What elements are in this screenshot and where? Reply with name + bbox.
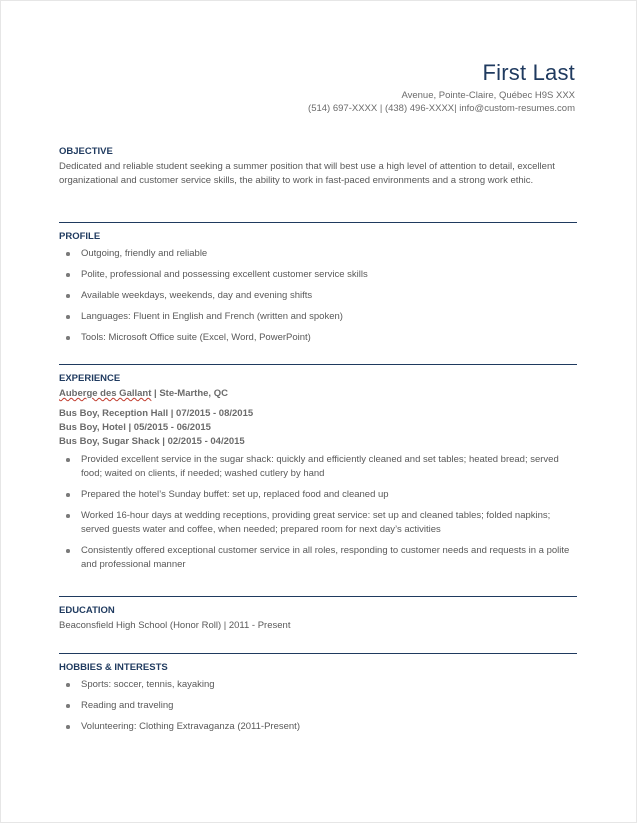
role-list [59, 407, 577, 449]
list-item: Provided excellent service in the sugar shack: quickly and efficiently cleaned and set tables; heated bread; served food; waited on clients, if needed; washed cutlery by hand [59, 453, 577, 481]
list-item: Polite, professional and possessing excellent customer service skills [59, 268, 577, 282]
objective-title: OBJECTIVE [59, 146, 113, 157]
education-title: EDUCATION [59, 605, 115, 616]
experience-section [59, 373, 577, 579]
list-item: Sports: soccer, tennis, kayaking [59, 678, 577, 692]
list-item: Consistently offered exceptional customer service in all roles, responding to customer needs and requests in a polite and professional manner [59, 544, 577, 572]
employer-line [59, 387, 577, 401]
section-divider [59, 364, 577, 365]
education-text: Beaconsfield High School (Honor Roll) | 2011 - Present [59, 620, 291, 631]
candidate-name: First Last [482, 60, 575, 85]
experience-title: EXPERIENCE [59, 373, 121, 384]
list-item: Reading and traveling [59, 699, 577, 713]
list-item: Outgoing, friendly and reliable [59, 247, 577, 261]
profile-list [59, 247, 577, 345]
section-divider [59, 222, 577, 223]
education-section [59, 605, 577, 633]
role-line: Bus Boy, Sugar Shack | 02/2015 - 04/2015 [59, 436, 245, 447]
contact-line: (514) 697-XXXX | (438) 496-XXXX| info@custom-resumes.com [308, 103, 575, 114]
list-item: Volunteering: Clothing Extravaganza (2011-Present) [59, 720, 577, 734]
role-line: Bus Boy, Reception Hall | 07/2015 - 08/2015 [59, 408, 254, 419]
objective-text: Dedicated and reliable student seeking a summer position that will best use a high level of attention to detail, excellent organizational and customer service skills, the ability to work in fast-paced environments and a strong work ethic. [59, 161, 555, 186]
employer-name: Auberge des Gallant [59, 388, 152, 399]
list-item: Tools: Microsoft Office suite (Excel, Word, PowerPoint) [59, 331, 577, 345]
role-line: Bus Boy, Hotel | 05/2015 - 06/2015 [59, 422, 211, 433]
list-item: Languages: Fluent in English and French (written and spoken) [59, 310, 577, 324]
experience-list [59, 453, 577, 572]
hobbies-title: HOBBIES & INTERESTS [59, 662, 168, 673]
employer-location: | Ste-Marthe, QC [151, 388, 228, 399]
objective-section [59, 146, 577, 188]
resume-header [308, 59, 575, 115]
list-item: Available weekdays, weekends, day and evening shifts [59, 289, 577, 303]
hobbies-list [59, 678, 577, 734]
hobbies-section [59, 662, 577, 741]
section-divider [59, 653, 577, 654]
list-item: Prepared the hotel’s Sunday buffet: set up, replaced food and cleaned up [59, 488, 577, 502]
profile-title: PROFILE [59, 231, 101, 242]
address-line: Avenue, Pointe-Claire, Québec H9S XXX [401, 90, 575, 101]
list-item: Worked 16-hour days at wedding receptions, providing great service: set up and cleaned tables; folded napkins; served guests water and coffee, when needed; prepared room for next day’s activities [59, 509, 577, 537]
profile-section [59, 231, 577, 352]
section-divider [59, 596, 577, 597]
